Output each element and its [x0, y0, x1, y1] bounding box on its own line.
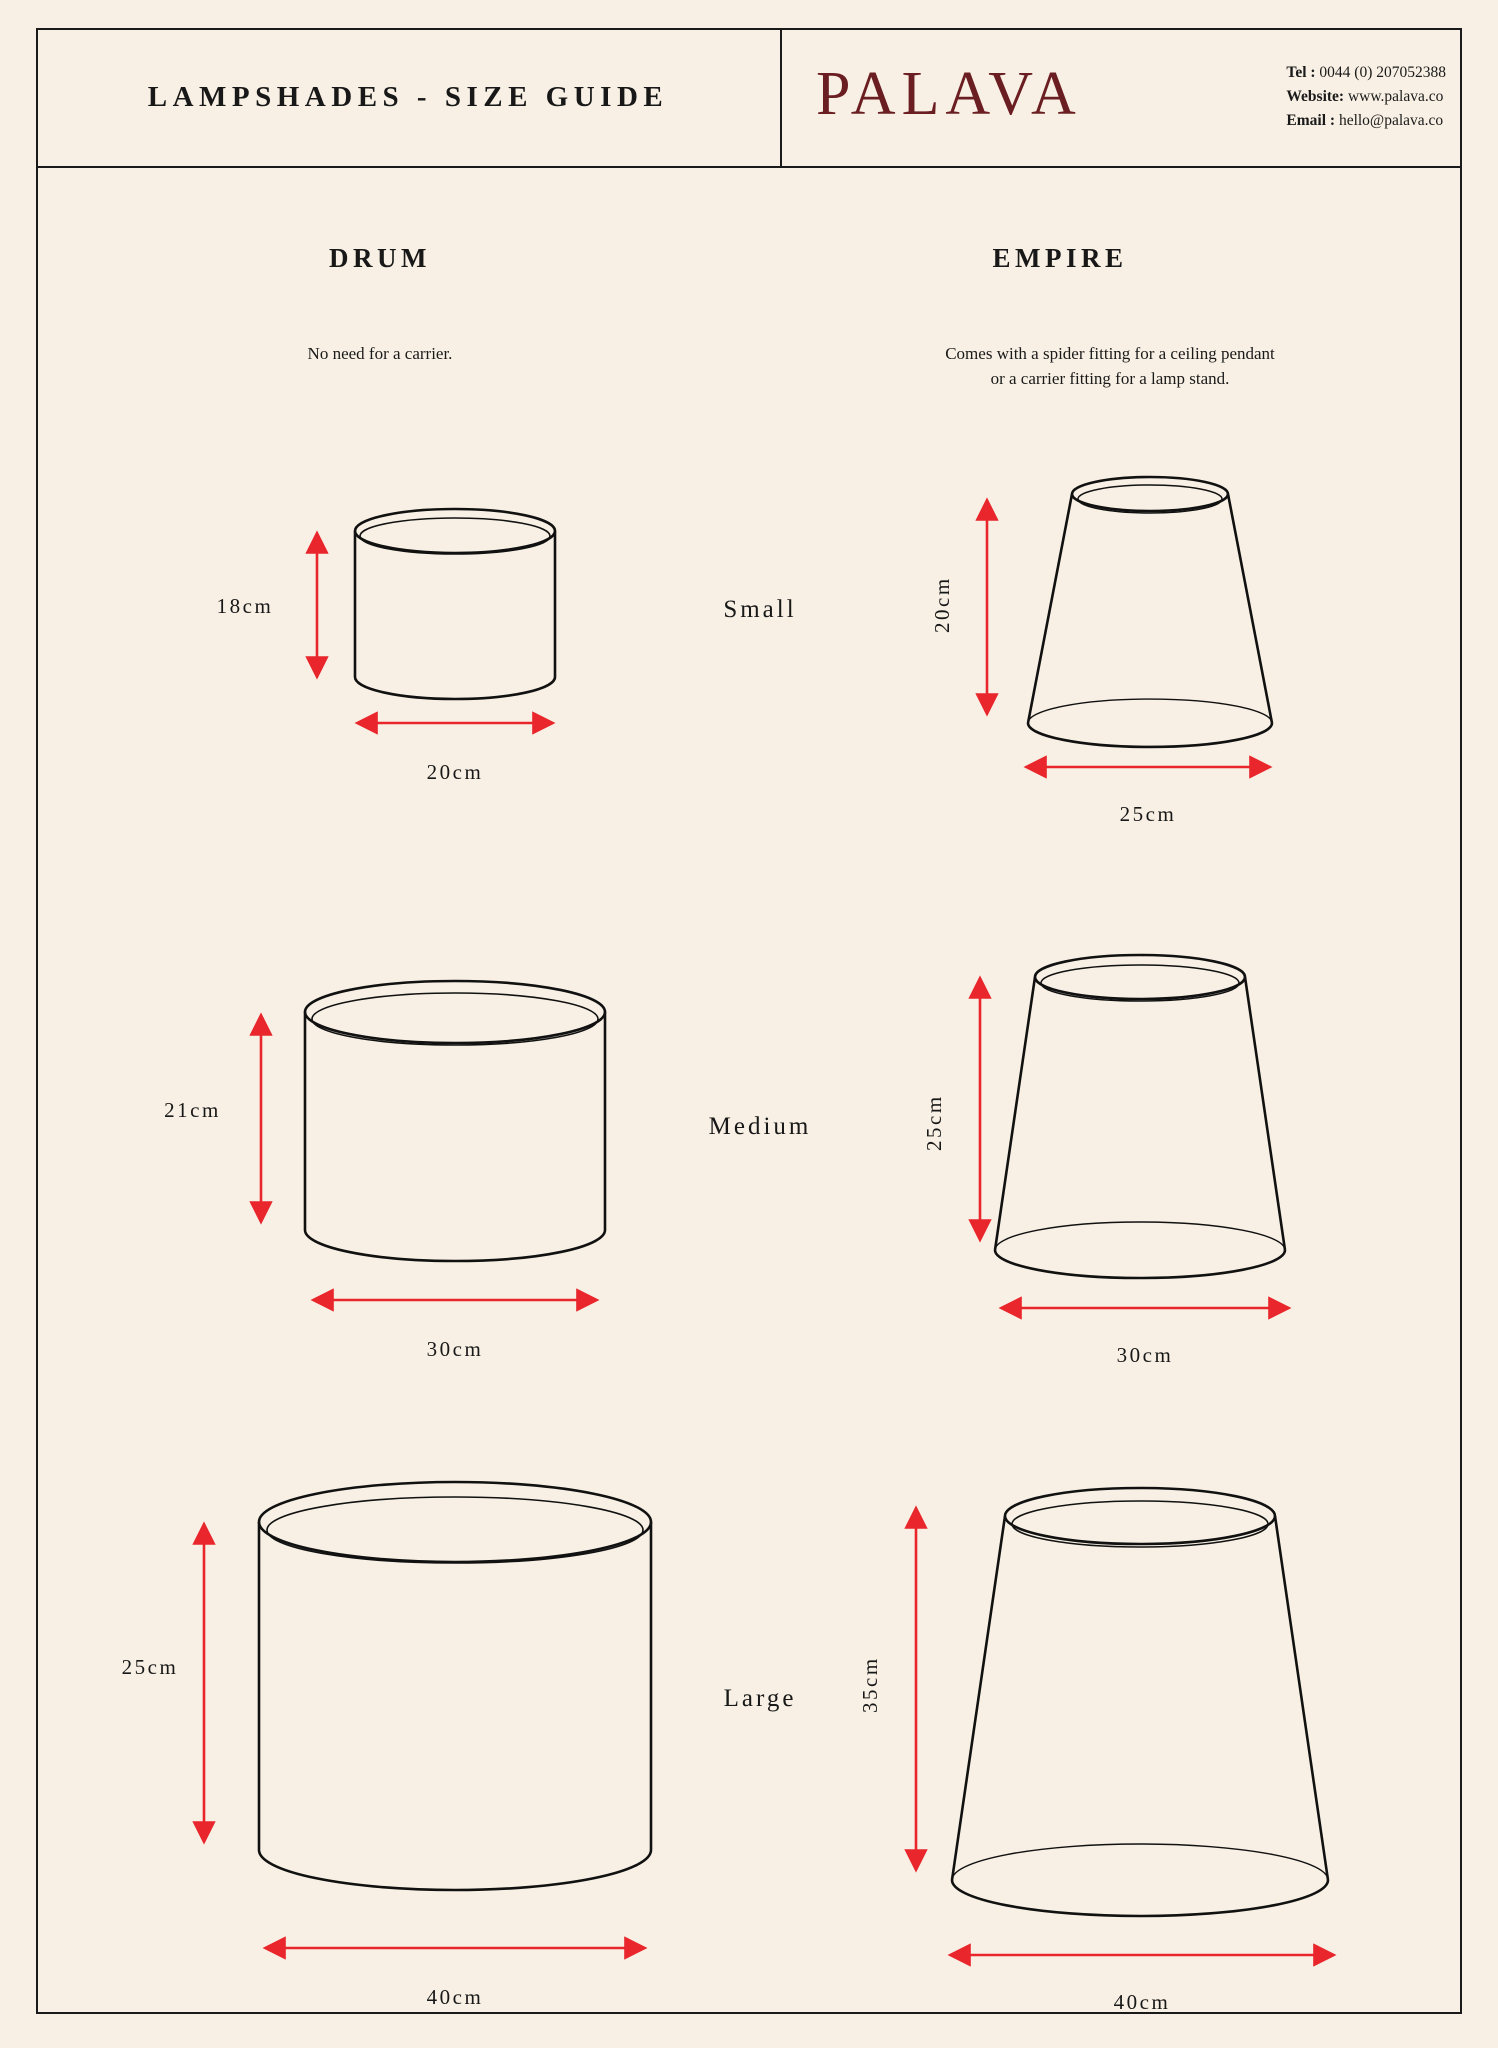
contact-email-label: Email : [1286, 112, 1336, 129]
size-label-large: Large [723, 1685, 797, 1712]
contact-tel-value: 0044 (0) 207052388 [1319, 63, 1446, 81]
column-note-empire-line1: Comes with a spider fitting for a ceiling pendant [945, 344, 1275, 363]
contact-website-row [1286, 85, 1446, 109]
size-label-small: Small [723, 596, 797, 623]
column-note-empire-line2: or a carrier fitting for a lamp stand. [990, 368, 1230, 388]
header-brand-cell [782, 28, 1462, 166]
page-header [36, 28, 1462, 168]
column-note-empire [860, 342, 1360, 391]
contact-block [1286, 61, 1446, 133]
drum-medium-height-label: 21cm [164, 1098, 221, 1122]
sheet-border [36, 28, 1462, 2014]
contact-tel-row [1286, 61, 1446, 85]
empire-large-height-label: 35cm [858, 1656, 882, 1714]
contact-website-value[interactable]: www.palava.co [1347, 87, 1444, 105]
column-note-drum: No need for a carrier. [307, 344, 453, 363]
column-heading-empire: EMPIRE [992, 243, 1128, 273]
contact-tel-label: Tel : [1286, 63, 1316, 81]
empire-medium-height-label: 25cm [922, 1094, 946, 1152]
brand-logo: PALAVA [816, 60, 1082, 128]
size-label-medium: Medium [708, 1113, 812, 1140]
empire-small-width-label: 25cm [1119, 802, 1177, 826]
drum-medium-width-label: 30cm [426, 1337, 484, 1361]
empire-small-height-label: 20cm [930, 576, 954, 634]
page-title: LAMPSHADES - SIZE GUIDE [147, 80, 669, 113]
drum-large-height-label: 25cm [121, 1655, 179, 1679]
column-heading-drum: DRUM [329, 243, 431, 273]
contact-email-value[interactable]: hello@palava.co [1338, 112, 1444, 129]
drum-large-width-label: 40cm [426, 1985, 484, 2009]
drum-small-height-label: 18cm [216, 594, 274, 618]
contact-email-row [1286, 109, 1446, 133]
empire-large-width-label: 40cm [1113, 1990, 1171, 2014]
header-title-cell [36, 28, 782, 166]
contact-website-label: Website: [1286, 87, 1345, 105]
drum-small-width-label: 20cm [426, 760, 484, 784]
empire-medium-width-label: 30cm [1116, 1343, 1174, 1367]
